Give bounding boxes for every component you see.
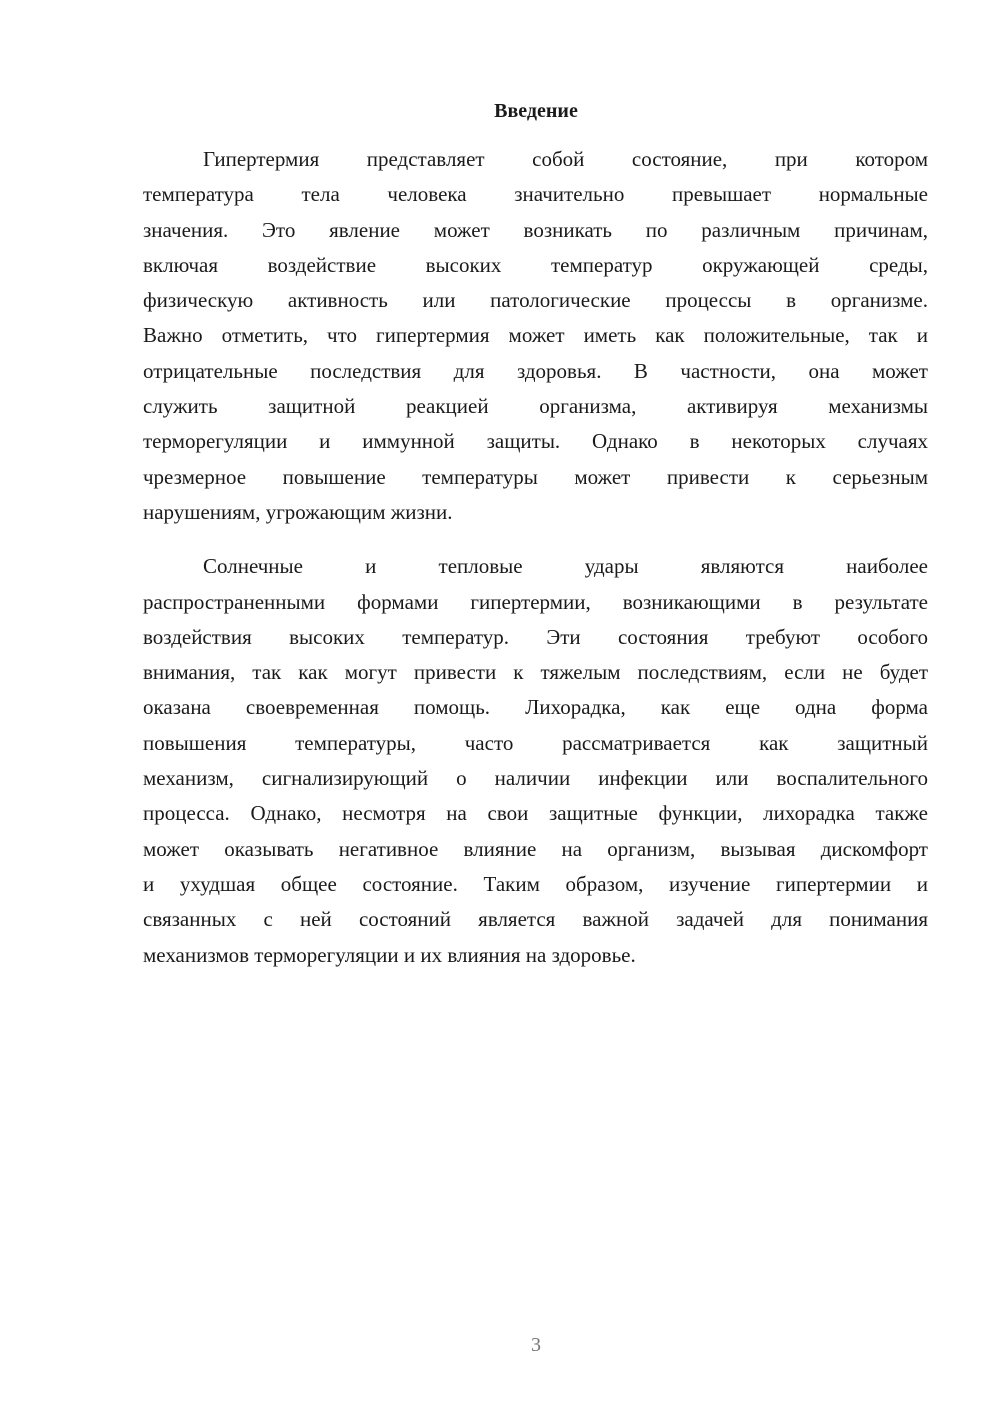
text-line: Важно отметить, что гипертермия может иметь как положительные, так и	[143, 323, 928, 348]
text-line: чрезмерное повышение температуры может привести к серьезным	[143, 464, 928, 489]
text-line: терморегуляции и иммунной защиты. Однако в некоторых случаях	[143, 429, 928, 454]
text-line: физическую активность или патологические процессы в организме.	[143, 288, 928, 313]
text-line: может оказывать негативное влияние на организм, вызывая дискомфорт	[143, 836, 928, 861]
text-line: нарушениям, угрожающим жизни.	[143, 499, 453, 524]
text-line: внимания, так как могут привести к тяжелым последствиям, если не будет	[143, 660, 928, 685]
text-line: оказана своевременная помощь. Лихорадка, как еще одна форма	[143, 695, 928, 720]
text-line: температура тела человека значительно превышает нормальные	[143, 182, 928, 207]
text-line: Солнечные и тепловые удары являются наиболее	[203, 554, 928, 579]
text-line: служить защитной реакцией организма, активируя механизмы	[143, 394, 928, 419]
text-line: механизмов терморегуляции и их влияния на здоровье.	[143, 942, 636, 967]
text-line: распространенными формами гипертермии, возникающими в результате	[143, 589, 928, 614]
text-line: значения. Это явление может возникать по различным причинам,	[143, 217, 928, 242]
page-number: 3	[531, 1334, 541, 1356]
section-title: Введение	[494, 100, 578, 122]
text-line: отрицательные последствия для здоровья. В частности, она может	[143, 358, 928, 383]
text-line: Гипертермия представляет собой состояние, при котором	[203, 147, 928, 171]
paragraph-2	[143, 549, 928, 973]
text-line: механизм, сигнализирующий о наличии инфекции или воспалительного	[143, 766, 928, 791]
text-line: включая воздействие высоких температур окружающей среды,	[143, 252, 928, 277]
text-line: воздействия высоких температур. Эти состояния требуют особого	[143, 624, 928, 649]
text-line: повышения температуры, часто рассматривается как защитный	[143, 730, 928, 755]
paragraph-1	[143, 142, 928, 530]
text-line: связанных с ней состояний является важной задачей для понимания	[143, 907, 928, 932]
text-line: процесса. Однако, несмотря на свои защитные функции, лихорадка также	[143, 801, 928, 826]
document-body	[143, 142, 928, 992]
text-line: и ухудшая общее состояние. Таким образом, изучение гипертермии и	[143, 871, 928, 896]
